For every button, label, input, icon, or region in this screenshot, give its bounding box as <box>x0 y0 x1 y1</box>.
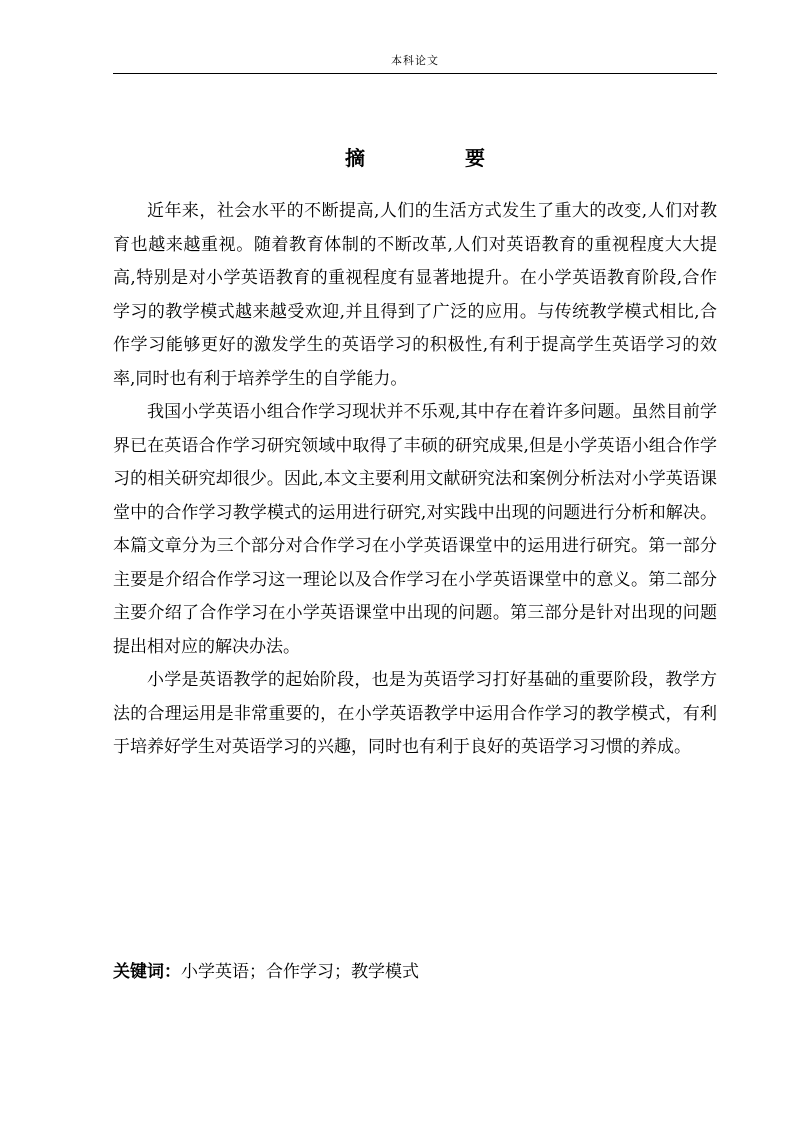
abstract-paragraph-1: 近年来，社会水平的不断提高,人们的生活方式发生了重大的改变,人们对教育也越来越重视。随着教育体制的不断改革,人们对英语教育的重视程度大大提高,特别是对小学英语教育的重视程度有显著地提升。在小学英语教育阶段,合作学习的教学模式越来越受欢迎,并且得到了广泛的应用。与传统教学模式相比,合作学习能够更好的激发学生的英语学习的积极性,有利于提高学生英语学习的效率,同时也有利于培养学生的自学能力。 <box>113 201 717 389</box>
running-header: 本科论文 <box>391 54 439 67</box>
abstract-title: 摘 要 <box>345 146 525 170</box>
abstract-paragraph-2: 我国小学英语小组合作学习现状并不乐观,其中存在着许多问题。虽然目前学界已在英语合作学习研究领域中取得了丰硕的研究成果,但是小学英语小组合作学习的相关研究却很少。因此,本文主要利用文献研究法和案例分析法对小学英语课堂中的合作学习教学模式的运用进行研究,对实践中出现的问题进行分析和解决。本篇文章分为三个部分对合作学习在小学英语课堂中的运用进行研究。第一部分主要是介绍合作学习这一理论以及合作学习在小学英语课堂中的意义。第二部分主要介绍了合作学习在小学英语课堂中出现的问题。第三部分是针对出现的问题提出相对应的解决办法。 <box>113 402 717 657</box>
keywords-value: 小学英语；合作学习；教学模式 <box>181 962 419 982</box>
keywords-line <box>113 958 717 986</box>
abstract-body <box>113 195 717 765</box>
keywords-label: 关键词： <box>113 962 181 982</box>
abstract-paragraph-3: 小学是英语教学的起始阶段，也是为英语学习打好基础的重要阶段，教学方法的合理运用是非常重要的，在小学英语教学中运用合作学习的教学模式，有利于培养好学生对英语学习的兴趣，同时也有利于良好的英语学习习惯的养成。 <box>113 670 717 757</box>
header-rule <box>113 73 717 74</box>
